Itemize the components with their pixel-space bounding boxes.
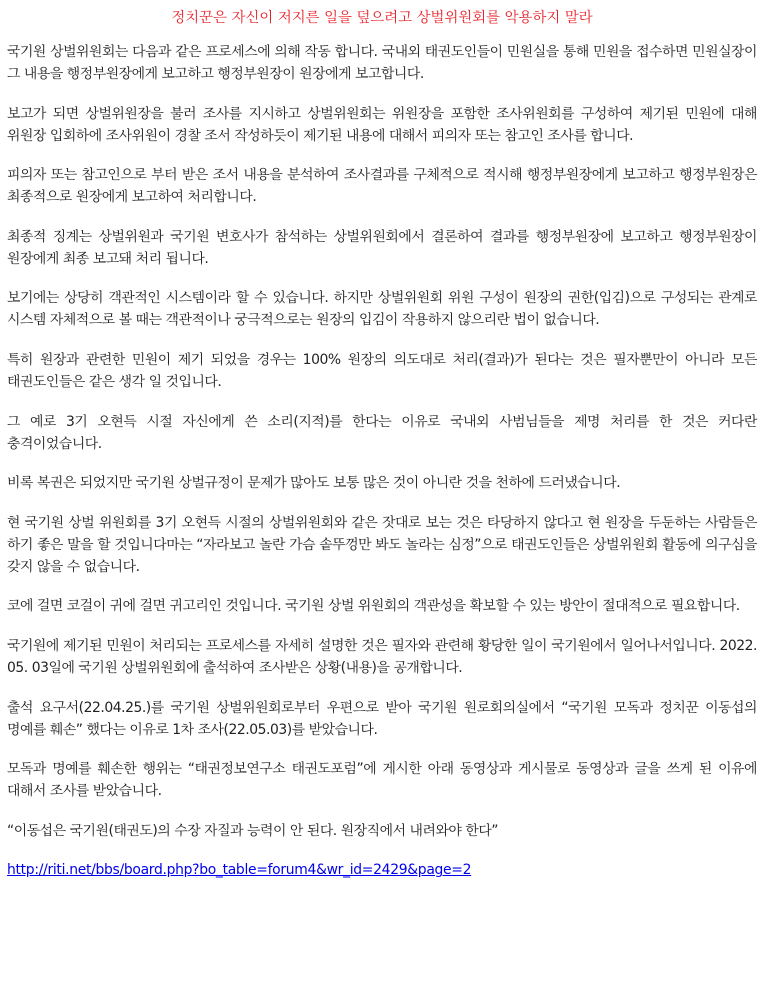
paragraph-expulsion-example: 그 예로 3기 오현득 시절 자신에게 쓴 소리(지적)를 한다는 이유로 국내외 사범님들을 제명 처리를 한 것은 커다란 충격이었습니다. <box>7 413 757 452</box>
paragraph-objectivity: 보기에는 상당히 객관적인 시스템이라 할 수 있습니다. 하지만 상벌위원회 위원 구성이 원장의 권한(입김)으로 구성되는 관계로 시스템 자체적으로 볼 때는 객관적이나 궁극적으로는 원장의 입김이 작용하지 않으리란 법이 없습니다. <box>7 290 757 329</box>
paragraph-current-committee: 현 국기원 상벌 위원회를 3기 오현득 시절의 상벌위원회와 같은 잣대로 보는 것은 타당하지 않다고 현 원장을 두둔하는 사람들은 하기 좋은 말을 할 것입니다마는 “자라보고 놀란 가슴 솥뚜껑만 봐도 놀라는 심정”으로 태권도인들은 상벌위원회 활동에 의구심을 갖지 않을 수 없습니다. <box>7 514 757 575</box>
paragraph-investigation: 보고가 되면 상벌위원장을 불러 조사를 지시하고 상벌위원회는 위원장을 포함한 조사위원회를 구성하여 제기된 민원에 대해 위원장 입회하에 조사위원이 경찰 조서 작성하듯이 제기된 내용에 대해서 피의자 또는 참고인 조사를 합니다. <box>7 105 757 144</box>
article-title: 정치꾼은 자신이 저지른 일을 덮으려고 상벌위원회를 악용하지 말라 <box>171 10 593 26</box>
paragraph-final-discipline: 최종적 징계는 상벌위원과 국기원 변호사가 참석하는 상벌위원회에서 결론하여 결과를 행정부원장에 보고하고 행정부원장이 원장에게 최종 보고돼 처리 됩니다. <box>7 228 757 267</box>
paragraph-director-complaints: 특히 원장과 관련한 민원이 제기 되었을 경우는 100% 원장의 의도대로 처리(결과)가 된다는 것은 필자뿐만이 아니라 모든 태권도인들은 같은 생각 일 것입니다. <box>7 351 757 390</box>
paragraph-reinstatement: 비록 복권은 되었지만 국기원 상벌규정이 문제가 많아도 보통 많은 것이 아니란 것을 천하에 드러냈습니다. <box>7 475 621 492</box>
paragraph-need-objectivity: 코에 걸면 코걸이 귀에 걸면 귀고리인 것입니다. 국기원 상벌 위원회의 객관성을 확보할 수 있는 방안이 절대적으로 필요합니다. <box>7 598 740 615</box>
paragraph-summons: 출석 요구서(22.04.25.)를 국기원 상벌위원회로부터 우편으로 받아 국기원 원로회의실에서 “국기원 모독과 정치꾼 이동섭의 명예를 훼손” 했다는 이유로 1차 조사(22.05.03)를 받았습니다. <box>7 699 757 738</box>
paragraph-investigated-reason: 모독과 명예를 훼손한 행위는 “태권정보연구소 태권도포럼”에 게시한 아래 동영상과 게시물로 동영상과 글을 쓰게 된 이유에 대해서 조사를 받았습니다. <box>7 761 757 800</box>
paragraph-report: 피의자 또는 참고인으로 부터 받은 조서 내용을 분석하여 조사결과를 구체적으로 적시해 행정부원장에게 보고하고 행정부원장은 최종적으로 원장에게 보고하여 처리합니다. <box>7 167 757 206</box>
forum-post-link[interactable]: http://riti.net/bbs/board.php?bo_table=forum4&wr_id=2429&page=2 <box>7 862 472 879</box>
paragraph-process-intro: 국기원 상벌위원회는 다음과 같은 프로세스에 의해 작동 합니다. 국내외 태권도인들이 민원실을 통해 민원을 접수하면 민원실장이 그 내용을 행정부원장에게 보고하고 행정부원장이 원장에게 보고합니다. <box>7 44 757 82</box>
paragraph-disclosure: 국기원에 제기된 민원이 처리되는 프로세스를 자세히 설명한 것은 필자와 관련해 황당한 일이 국기원에서 일어나서입니다. 2022. 05. 03일에 국기원 상벌위원회에 출석하여 조사받은 상황(내용)을 공개합니다. <box>7 637 757 676</box>
paragraph-quote: “이동섭은 국기원(태권도)의 수장 자질과 능력이 안 된다. 원장직에서 내려와야 한다” <box>7 822 499 839</box>
